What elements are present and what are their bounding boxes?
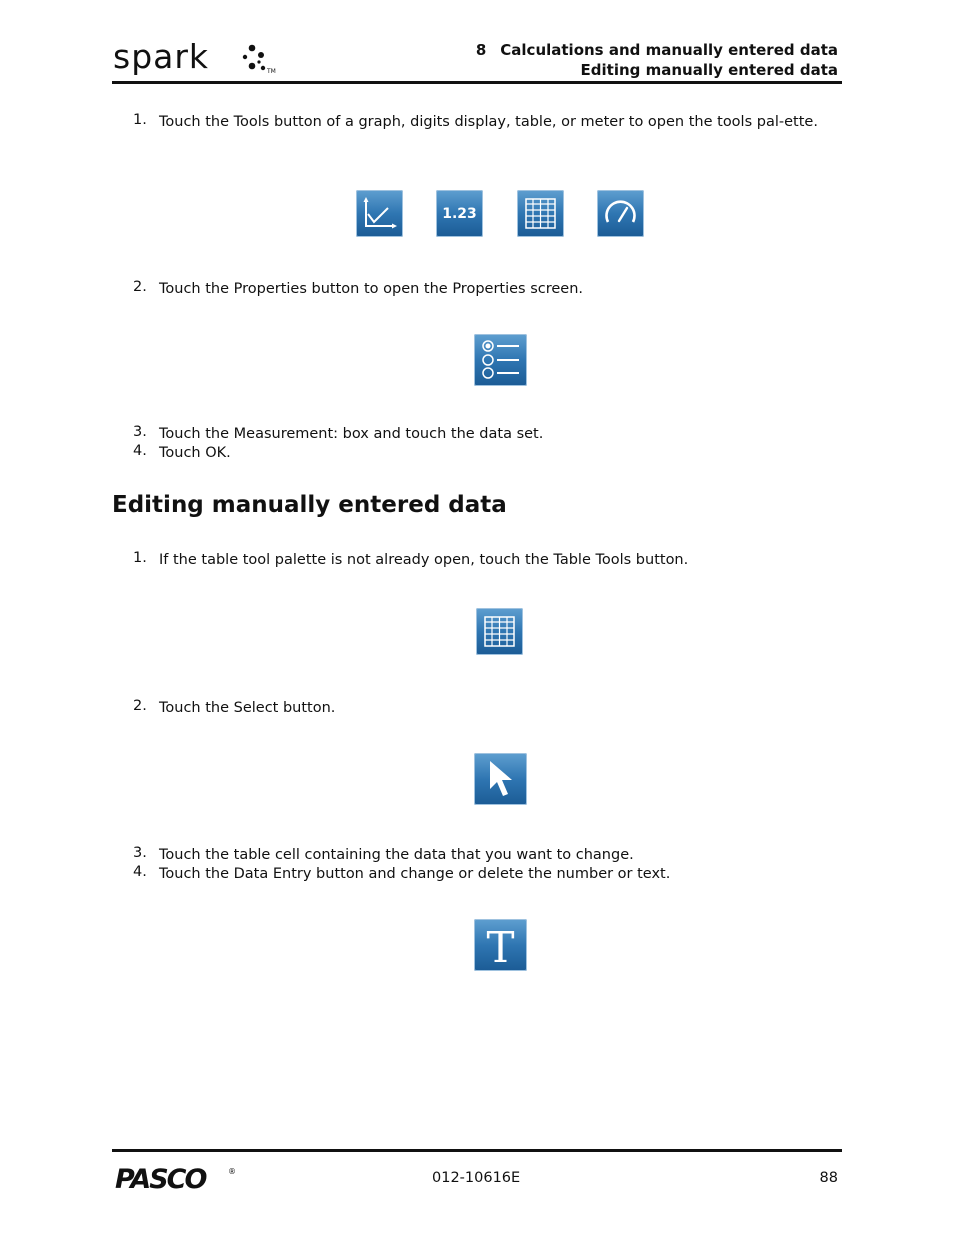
step-text: Touch the table cell containing the data that you want to change. [159, 847, 634, 863]
chapter-number: 8 [475, 41, 487, 59]
pasco-logo-icon [115, 1162, 240, 1192]
step-4 [133, 443, 823, 463]
trademark: TM [267, 68, 276, 74]
section-heading: Editing manually entered data [112, 492, 507, 518]
graph-icon [356, 190, 403, 237]
running-header [476, 40, 838, 80]
properties-icon [474, 334, 527, 386]
svg-text:PASCO: PASCO [115, 1164, 206, 1192]
step-text: Touch OK. [159, 445, 231, 461]
table-tools-icon [476, 608, 523, 655]
data-entry-button[interactable] [474, 919, 527, 971]
svg-text:®: ® [228, 1167, 236, 1176]
step-text: Touch the Data Entry button and change or delete the number or text. [159, 866, 671, 882]
digits-icon [436, 190, 483, 237]
step-2 [133, 698, 823, 718]
step-text: Touch the Properties button to open the Properties screen. [159, 281, 584, 297]
step-number: 3. [133, 424, 147, 440]
step-text: Touch the Tools button of a graph, digits display, table, or meter to open the tools pal-ette. [159, 114, 818, 130]
meter-icon [597, 190, 644, 237]
step-text: Touch the Measurement: box and touch the data set. [159, 426, 544, 442]
page-number: 88 [819, 1170, 838, 1186]
properties-button[interactable] [474, 334, 527, 386]
section-title-header: Editing manually entered data [580, 61, 838, 79]
step-number: 4. [133, 443, 147, 459]
step-4 [133, 864, 823, 884]
step-2 [133, 279, 823, 299]
document-code: 012-10616E [432, 1170, 521, 1186]
svg-text:T: T [486, 923, 515, 971]
chapter-line [476, 40, 838, 60]
table-tools-button[interactable] [476, 608, 523, 655]
table-icon [517, 190, 564, 237]
step-1 [133, 550, 823, 570]
meter-tools-button[interactable] [597, 190, 644, 237]
header-rule [112, 81, 842, 84]
step-text: If the table tool palette is not already open, touch the Table Tools button. [159, 552, 689, 568]
step-text: Touch the Select button. [159, 700, 336, 716]
step-1 [133, 112, 823, 152]
svg-text:1.23: 1.23 [442, 206, 477, 222]
select-button[interactable] [474, 753, 527, 805]
data-entry-icon [474, 919, 527, 971]
table-tools-button-1[interactable] [517, 190, 564, 237]
step-number: 4. [133, 864, 147, 880]
step-number: 3. [133, 845, 147, 861]
spark-logo [113, 38, 283, 78]
step-3 [133, 424, 823, 444]
step-number: 2. [133, 279, 147, 295]
digits-tools-button[interactable] [436, 190, 483, 237]
spark-logo-text: spark [113, 37, 210, 76]
step-3 [133, 845, 823, 865]
spark-dots-icon [239, 44, 283, 74]
step-number: 1. [133, 550, 147, 566]
step-number: 1. [133, 112, 147, 128]
select-arrow-icon [474, 753, 527, 805]
pasco-logo [115, 1162, 240, 1196]
chapter-title: Calculations and manually entered data [500, 41, 838, 59]
graph-tools-button[interactable] [356, 190, 403, 237]
step-number: 2. [133, 698, 147, 714]
footer-rule [112, 1149, 842, 1152]
